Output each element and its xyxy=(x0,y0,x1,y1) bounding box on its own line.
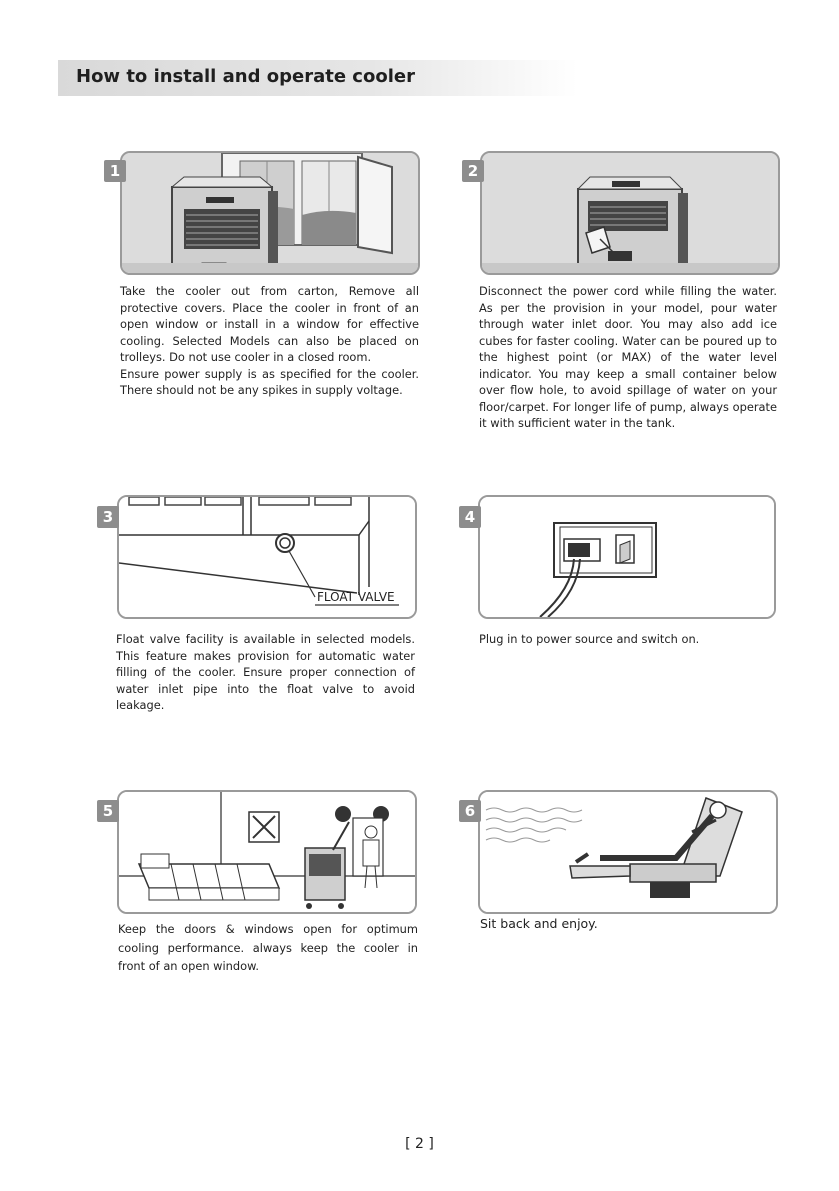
step-5-description xyxy=(118,920,418,976)
step-4-illustration xyxy=(478,495,776,619)
step-5-illustration xyxy=(117,790,417,914)
step-6-illustration xyxy=(478,790,778,914)
power-socket-illustration xyxy=(480,497,774,617)
step-3-paragraph: Float valve facility is available in selected models. This feature makes provision for automatic water filling of the cooler. Ensure proper connection of water inlet pipe into the float valve to avoid leakage. xyxy=(116,632,415,712)
step-2-paragraph: Disconnect the power cord while filling the water. As per the provision in your model, pour water through water inlet door. You may also add ice cubes for faster cooling. Water can be poured up to the highest point (or MAX) of the water level indicator. You may keep a small container below over flow hole, to avoid spillage of water on your floor/carpet. For longer life of pump, always operate it with sufficient water in the tank. xyxy=(479,284,777,430)
relaxing-person-illustration xyxy=(480,792,776,912)
step-2-description xyxy=(479,283,777,432)
room-layout-illustration xyxy=(119,792,415,912)
step-3-illustration xyxy=(117,495,417,619)
step-5-badge: 5 xyxy=(97,800,119,822)
step-3-description xyxy=(116,631,415,714)
page-number: [ 2 ] xyxy=(405,1136,434,1152)
step-4-badge: 4 xyxy=(459,506,481,528)
step-1-paragraph: Take the cooler out from carton, Remove all protective covers. Place the cooler in front of an open window or install in a window for effective cooling. Selected Models can also be placed on trolleys. Do not use cooler in a closed room. xyxy=(120,284,419,364)
step-6-paragraph: Sit back and enjoy. xyxy=(480,916,598,931)
step-1-description xyxy=(120,283,419,399)
cooler-window-illustration xyxy=(122,153,418,273)
step-4-paragraph: Plug in to power source and switch on. xyxy=(479,632,700,646)
step-2-badge: 2 xyxy=(462,160,484,182)
step-6-description xyxy=(480,916,778,933)
step-2-illustration xyxy=(480,151,780,275)
water-filling-illustration xyxy=(482,153,778,273)
step-1-paragraph: Ensure power supply is as specified for the cooler. There should not be any spikes in supply voltage. xyxy=(120,366,419,397)
page-title: How to install and operate cooler xyxy=(76,66,415,87)
step-4-description xyxy=(479,631,777,648)
float-valve-illustration xyxy=(119,497,415,617)
step-1-badge: 1 xyxy=(104,160,126,182)
step-5-paragraph: Keep the doors & windows open for optimum cooling performance. always keep the cooler in front of an open window. xyxy=(118,922,418,973)
step-6-badge: 6 xyxy=(459,800,481,822)
float-valve-label: FLOAT VALVE xyxy=(317,590,395,604)
step-1-illustration xyxy=(120,151,420,275)
step-3-badge: 3 xyxy=(97,506,119,528)
